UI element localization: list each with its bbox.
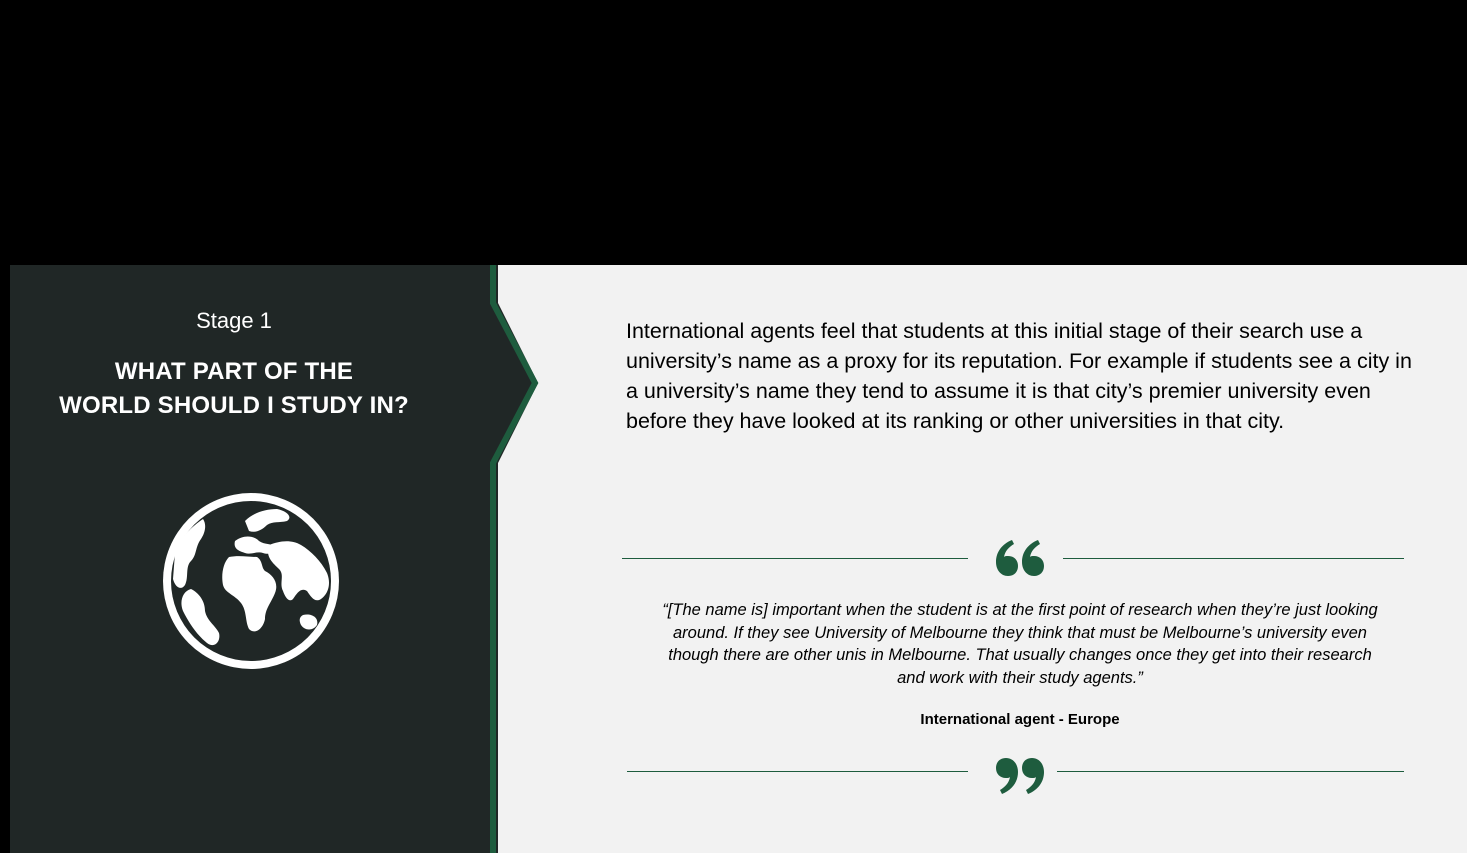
quote-attribution: International agent - Europe — [920, 711, 1120, 728]
stage-title — [10, 355, 458, 423]
quote-bottom-rule-left — [627, 771, 968, 772]
stage-label: Stage 1 — [196, 308, 272, 333]
top-black-band — [0, 0, 1467, 265]
quote-top-rule-right — [1063, 558, 1404, 559]
stage-title-line-2: WORLD SHOULD I STUDY IN? — [59, 392, 409, 419]
quote-bottom-rule-right — [1057, 771, 1404, 772]
stage-title-line-1: WHAT PART OF THE — [114, 358, 354, 385]
chevron-arrow-divider — [490, 265, 550, 853]
open-quote-icon — [990, 534, 1050, 584]
quote-top-rule-left — [622, 558, 968, 559]
intro-paragraph: International agents feel that students at this initial stage of their search use a university’s name as a proxy for its reputation. For example if students see a city in a university’s name they tend to assume it is that city’s premier university even before they have looked at its ranking or other universities in that city. — [626, 319, 1412, 433]
globe-icon — [161, 491, 341, 671]
close-quote-icon — [990, 750, 1050, 800]
testimonial-quote: “[The name is] important when the student is at the first point of research when they’re just looking around. If they see University of Melbourne they think that must be Melbourne’s university even though there are other unis in Melbourne. That usually changes once they get into their research and work with their study agents.” — [662, 601, 1378, 687]
